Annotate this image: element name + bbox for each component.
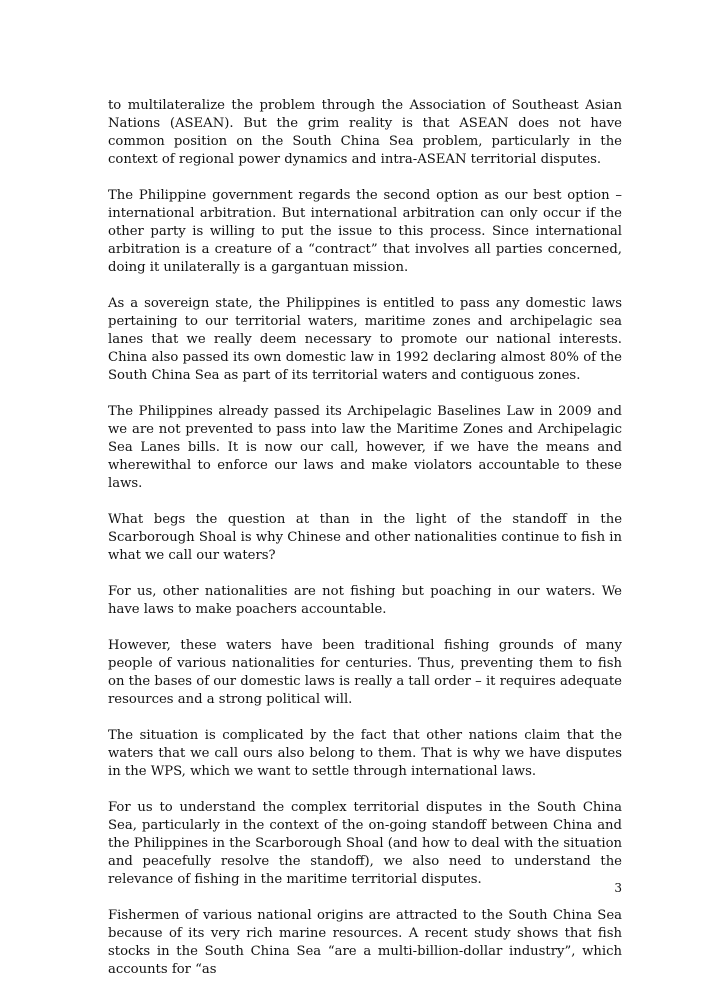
paragraph-1: to multilateralize the problem through the Association of Southeast Asian Nations (ASEAN). But the grim reality is that ASEAN does not have common position on the South China Sea problem, particularly in the context of regional power dynamics and intra-ASEAN territorial disputes. [108,98,622,167]
paragraph-3: As a sovereign state, the Philippines is entitled to pass any domestic laws pertaining to our territorial waters, maritime zones and archipelagic sea lanes that we really deem necessary to promote our national interests. China also passed its own domestic law in 1992 declaring almost 80% of the South China Sea as part of its territorial waters and contiguous zones. [108,296,622,383]
paragraph-7: However, these waters have been traditional fishing grounds of many people of various nationalities for centuries. Thus, preventing them to fish on the bases of our domestic laws is really a tall order – it requires adequate resources and a strong political will. [108,638,622,707]
page-number: 3 [614,881,622,895]
paragraph-9: For us to understand the complex territorial disputes in the South China Sea, particularly in the context of the on-going standoff between China and the Philippines in the Scarborough Shoal (and how to deal with the situation and peacefully resolve the standoff), we also need to understand the relevance of fishing in the maritime territorial disputes. [108,800,622,887]
body-text [108,97,622,997]
paragraph-8: The situation is complicated by the fact that other nations claim that the waters that we call ours also belong to them. That is why we have disputes in the WPS, which we want to settle through international laws. [108,728,622,779]
paragraph-2: The Philippine government regards the second option as our best option – international arbitration. But international arbitration can only occur if the other party is willing to put the issue to this process. Since international arbitration is a creature of a “contract” that involves all parties concerned, doing it unilaterally is a gargantuan mission. [108,188,622,275]
paragraph-4: The Philippines already passed its Archipelagic Baselines Law in 2009 and we are not prevented to pass into law the Maritime Zones and Archipelagic Sea Lanes bills. It is now our call, however, if we have the means and wherewithal to enforce our laws and make violators accountable to these laws. [108,404,622,491]
paragraph-5: What begs the question at than in the light of the standoff in the Scarborough Shoal is why Chinese and other nationalities continue to fish in what we call our waters? [108,512,622,563]
paragraph-10: Fishermen of various national origins are attracted to the South China Sea because of its very rich marine resources. A recent study shows that fish stocks in the South China Sea “are a multi-billion-dollar industry”, which accounts for “as [108,908,622,977]
paragraph-6: For us, other nationalities are not fishing but poaching in our waters. We have laws to make poachers accountable. [108,584,622,617]
